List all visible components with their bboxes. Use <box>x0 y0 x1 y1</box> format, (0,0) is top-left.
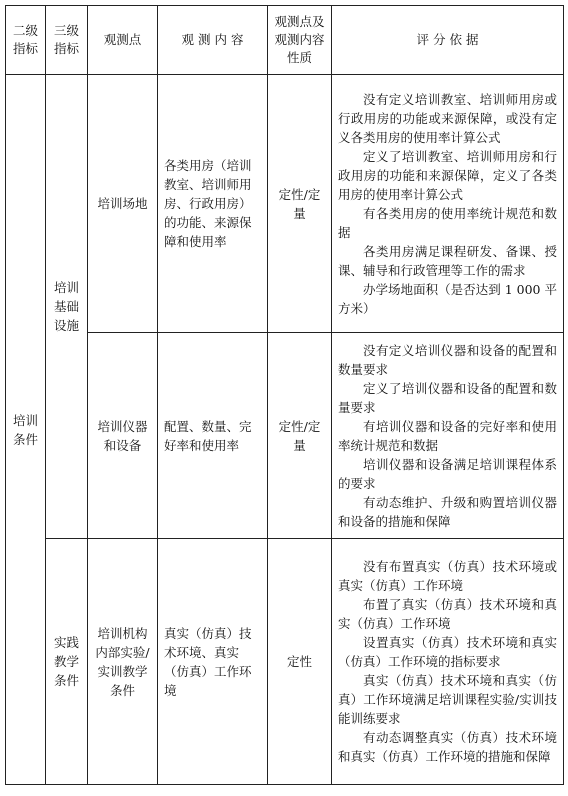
basis-item: 有培训仪器和设备的完好率和使用率统计规范和数据 <box>338 418 557 453</box>
point-cell: 培训场地 <box>88 75 158 333</box>
level2-cell: 培训条件 <box>6 75 46 785</box>
table-row <box>6 539 564 785</box>
basis-item: 有动态维护、升级和购置培训仪器和设备的措施和保障 <box>338 494 557 529</box>
basis-item: 真实（仿真）技术环境和真实（仿真）工作环境满足培训课程实验/实训技能训练要求 <box>338 673 557 726</box>
evaluation-table <box>5 5 564 785</box>
basis-item: 布置了真实（仿真）技术环境和真实（仿真）工作环境 <box>338 597 557 631</box>
basis-item: 办学场地面积（是否达到 1 000 平方米） <box>338 281 557 316</box>
header-scoring-basis: 评 分 依 据 <box>332 6 564 75</box>
content-cell: 配置、数量、完好率和使用率 <box>158 333 268 539</box>
point-cell: 培训机构内部实验/实训教学条件 <box>88 539 158 785</box>
basis-item: 培训仪器和设备满足培训课程体系的要求 <box>338 456 557 491</box>
point-cell: 培训仪器和设备 <box>88 333 158 539</box>
basis-cell <box>332 539 564 785</box>
header-observation-point: 观测点 <box>88 6 158 75</box>
header-level2: 二级指标 <box>6 6 46 75</box>
basis-item: 没有布置真实（仿真）技术环境或真实（仿真）工作环境 <box>338 559 557 593</box>
level3-cell-facilities: 培训基础设施 <box>46 75 88 539</box>
header-nature: 观测点及观测内容性质 <box>268 6 332 75</box>
header-row <box>6 6 564 75</box>
nature-cell: 定性/定量 <box>268 75 332 333</box>
basis-item: 定义了培训仪器和设备的配置和数量要求 <box>338 380 557 415</box>
header-observation-content: 观 测 内 容 <box>158 6 268 75</box>
table-row <box>6 75 564 333</box>
table-row <box>6 333 564 539</box>
basis-item: 没有定义培训教室、培训师用房或行政用房的功能或来源保障，或没有定义各类用房的使用率计算公式 <box>338 91 557 145</box>
basis-item: 有动态调整真实（仿真）技术环境和真实（仿真）工作环境的措施和保障 <box>338 730 557 764</box>
basis-item: 有各类用房的使用率统计规范和数据 <box>338 205 557 240</box>
basis-item: 设置真实（仿真）技术环境和真实（仿真）工作环境的指标要求 <box>338 635 557 669</box>
content-cell: 真实（仿真）技术环境、真实（仿真）工作环境 <box>158 539 268 785</box>
basis-cell <box>332 75 564 333</box>
basis-item: 没有定义培训仪器和设备的配置和数量要求 <box>338 342 557 377</box>
nature-cell: 定性/定量 <box>268 333 332 539</box>
basis-cell <box>332 333 564 539</box>
basis-item: 定义了培训教室、培训师用房和行政用房的功能和来源保障，定义了各类用房的使用率计算公式 <box>338 148 557 202</box>
basis-item: 各类用房满足课程研发、备课、授课、辅导和行政管理等工作的需求 <box>338 243 557 278</box>
level3-cell-practice: 实践教学条件 <box>46 539 88 785</box>
nature-cell: 定性 <box>268 539 332 785</box>
header-level3: 三级指标 <box>46 6 88 75</box>
content-cell: 各类用房（培训教室、培训师用房、行政用房）的功能、来源保障和使用率 <box>158 75 268 333</box>
